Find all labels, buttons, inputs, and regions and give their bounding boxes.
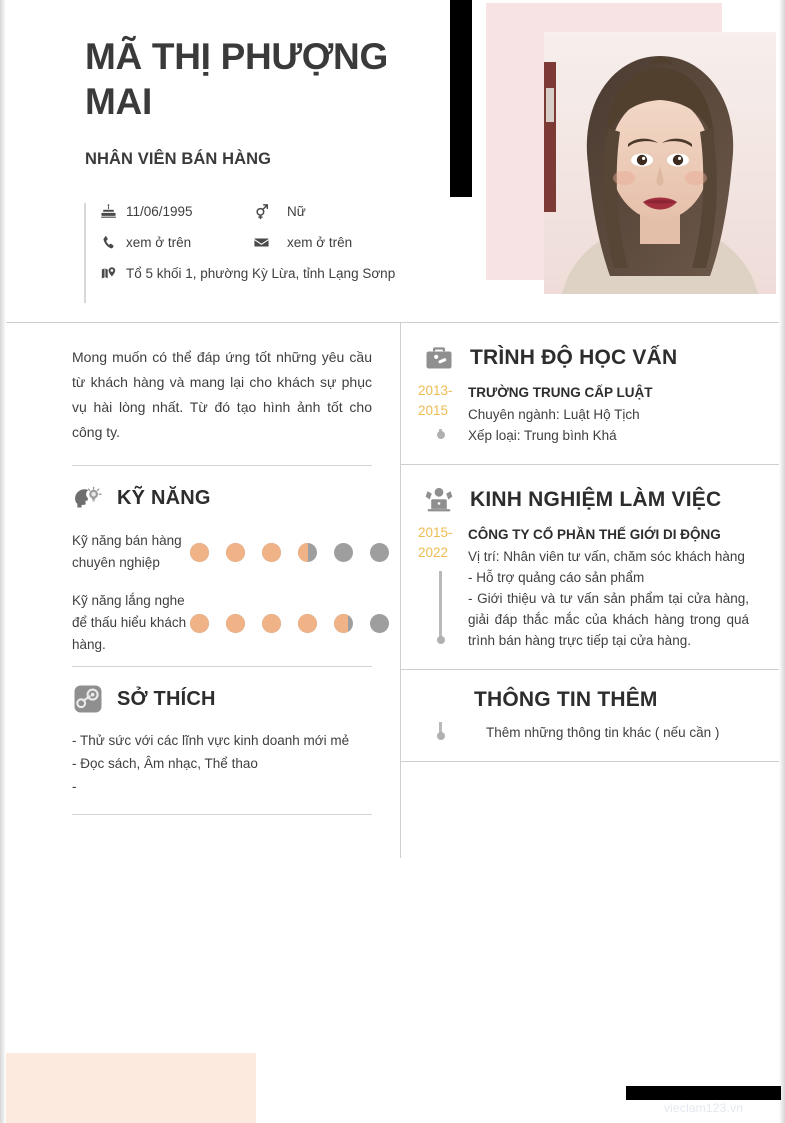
skill-dot-fill [262,614,281,633]
hobby-item: - [72,779,77,794]
contact-row [100,265,460,296]
contact-block [84,203,460,303]
skill-rating [190,614,389,633]
extra-section [400,670,779,761]
timeline-marker [439,722,442,733]
hobby-section-header [72,667,372,725]
extra-text: Thêm những thông tin khác ( nếu cần ) [486,725,720,740]
skill-dot-fill [190,614,209,633]
skill-dot-fill [190,543,209,562]
detail-line: Chuyên ngành: Luật Hộ Tịch [468,407,640,422]
skill-label: Kỹ năng lắng nghe để thấu hiểu khách hàng. [72,593,187,652]
experience-content [468,523,749,651]
skill-dot [226,543,245,562]
skill-row [72,584,372,666]
objective-text: Mong muốn có thể đáp ứng tốt những yêu cầu từ khách hàng và mang lại cho khách sự phục vụ hài lòng nhất. Từ đó tạo hình ảnh tốt cho công ty. [72,349,372,440]
skill-label: Kỹ năng bán hàng chuyên nghiệp [72,533,182,570]
education-content [468,381,749,446]
job-title: NHÂN VIÊN BÁN HÀNG [85,150,272,168]
detail-line: - Hỗ trợ quảng cáo sản phẩm [468,570,645,585]
footer-peach-block [6,1053,256,1123]
education-entry [400,381,779,446]
skill-dot [262,543,281,562]
skill-dot-fill [262,543,281,562]
extra-section-title: THÔNG TIN THÊM [474,688,658,711]
education-org: TRƯỜNG TRUNG CẤP LUẬT [468,385,653,400]
hobby-list [72,725,372,814]
skill-dot [298,614,317,633]
hobby-item: - Đọc sách, Âm nhạc, Thể thao [72,756,258,771]
timeline-marker [439,571,442,637]
detail-line: - Giới thiệu và tư vấn sản phẩm tại cửa hàng, giải đáp thắc mắc của khách hàng trong quá trình bán hàng trực tiếp tại cửa hàng. [468,591,749,648]
education-date-from: 2013- [418,383,453,398]
contact-row [100,203,460,234]
detail-line: Xếp loại: Trung bình Khá [468,428,617,443]
education-section-header [400,323,779,381]
head-lightbulb-icon [72,482,104,514]
skill-dot [226,614,245,633]
skills-section-header [72,466,372,524]
divider [400,761,779,762]
header-black-bar [450,0,472,197]
contact-row [100,234,460,265]
experience-org: CÔNG TY CỔ PHẦN THẾ GIỚI DI ĐỘNG [468,527,721,542]
education-lines [468,404,749,446]
extra-entry [400,718,779,743]
experience-section [400,465,779,669]
skill-dot [334,614,353,633]
spacer [400,446,779,464]
extra-section-header [400,670,779,718]
skill-dot [370,543,389,562]
avatar [544,32,776,294]
education-date-to: 2015 [418,403,449,418]
objective-block [6,323,400,465]
skill-dot [298,543,317,562]
timeline-marker [439,429,442,432]
contact-address [100,265,395,282]
contact-birthday-label: 11/06/1995 [126,204,193,219]
experience-date-to: 2022 [418,545,449,560]
skill-dot [190,543,209,562]
skill-dot [190,614,209,633]
hobby-item: - Thử sức với các lĩnh vực kinh doanh mới mẻ [72,733,350,748]
experience-section-title: KINH NGHIỆM LÀM VIỆC [470,488,722,511]
hobby-badge-icon [72,683,104,715]
skill-rating [190,543,389,562]
phone-icon [100,234,117,251]
cv-header [6,0,779,322]
skill-dot-fill [226,614,245,633]
skill-list [72,524,372,666]
spacer [400,651,779,669]
skill-dot-fill [226,543,245,562]
footer-black-bar [626,1086,781,1100]
watermark: vieclam123.vn [663,1101,744,1115]
contact-phone [100,234,191,251]
contact-phone-label: xem ở trên [126,235,192,250]
person-desk-icon [422,483,456,517]
left-column [6,323,400,815]
spacer [400,743,779,761]
skill-dot-fill [334,614,348,633]
skill-dot [262,614,281,633]
detail-line: Vị trí: Nhân viên tư vấn, chăm sóc khách hàng [468,549,745,564]
skills-section-title: KỸ NĂNG [117,486,211,509]
experience-entry [400,523,779,651]
contact-address-label: Tổ 5 khối 1, phường Kỳ Lừa, tỉnh Lạng Sơnp [126,266,396,281]
contact-gender [253,203,306,220]
contact-gender-label: Nữ [287,204,306,219]
gender-icon [253,203,270,220]
experience-date-from: 2015- [418,525,453,540]
skills-block [6,466,400,666]
briefcase-icon [422,341,456,375]
education-dates [418,381,468,446]
experience-dates [418,523,468,651]
skill-dot-fill [298,614,317,633]
experience-section-header [400,465,779,523]
hobby-section-title: SỞ THÍCH [117,687,216,710]
page-title: MÃ THỊ PHƯỢNG MAI [85,36,388,122]
skill-dot [334,543,353,562]
right-column [400,323,779,762]
map-pin-icon [100,265,117,282]
email-icon [253,234,270,251]
skill-dot-fill [298,543,308,562]
extra-content [468,718,749,743]
birthday-cake-icon [100,203,117,220]
divider [72,814,372,815]
contact-email-label: xem ở trên [287,235,353,250]
education-section [400,323,779,464]
extra-dates [418,718,468,743]
skill-dot [370,614,389,633]
contact-email [253,234,352,251]
contact-birthday [100,203,193,220]
page-edge-right [779,0,785,1123]
education-section-title: TRÌNH ĐỘ HỌC VẤN [470,346,678,369]
experience-lines [468,546,749,651]
skill-row [72,524,372,584]
hobby-block [6,667,400,814]
